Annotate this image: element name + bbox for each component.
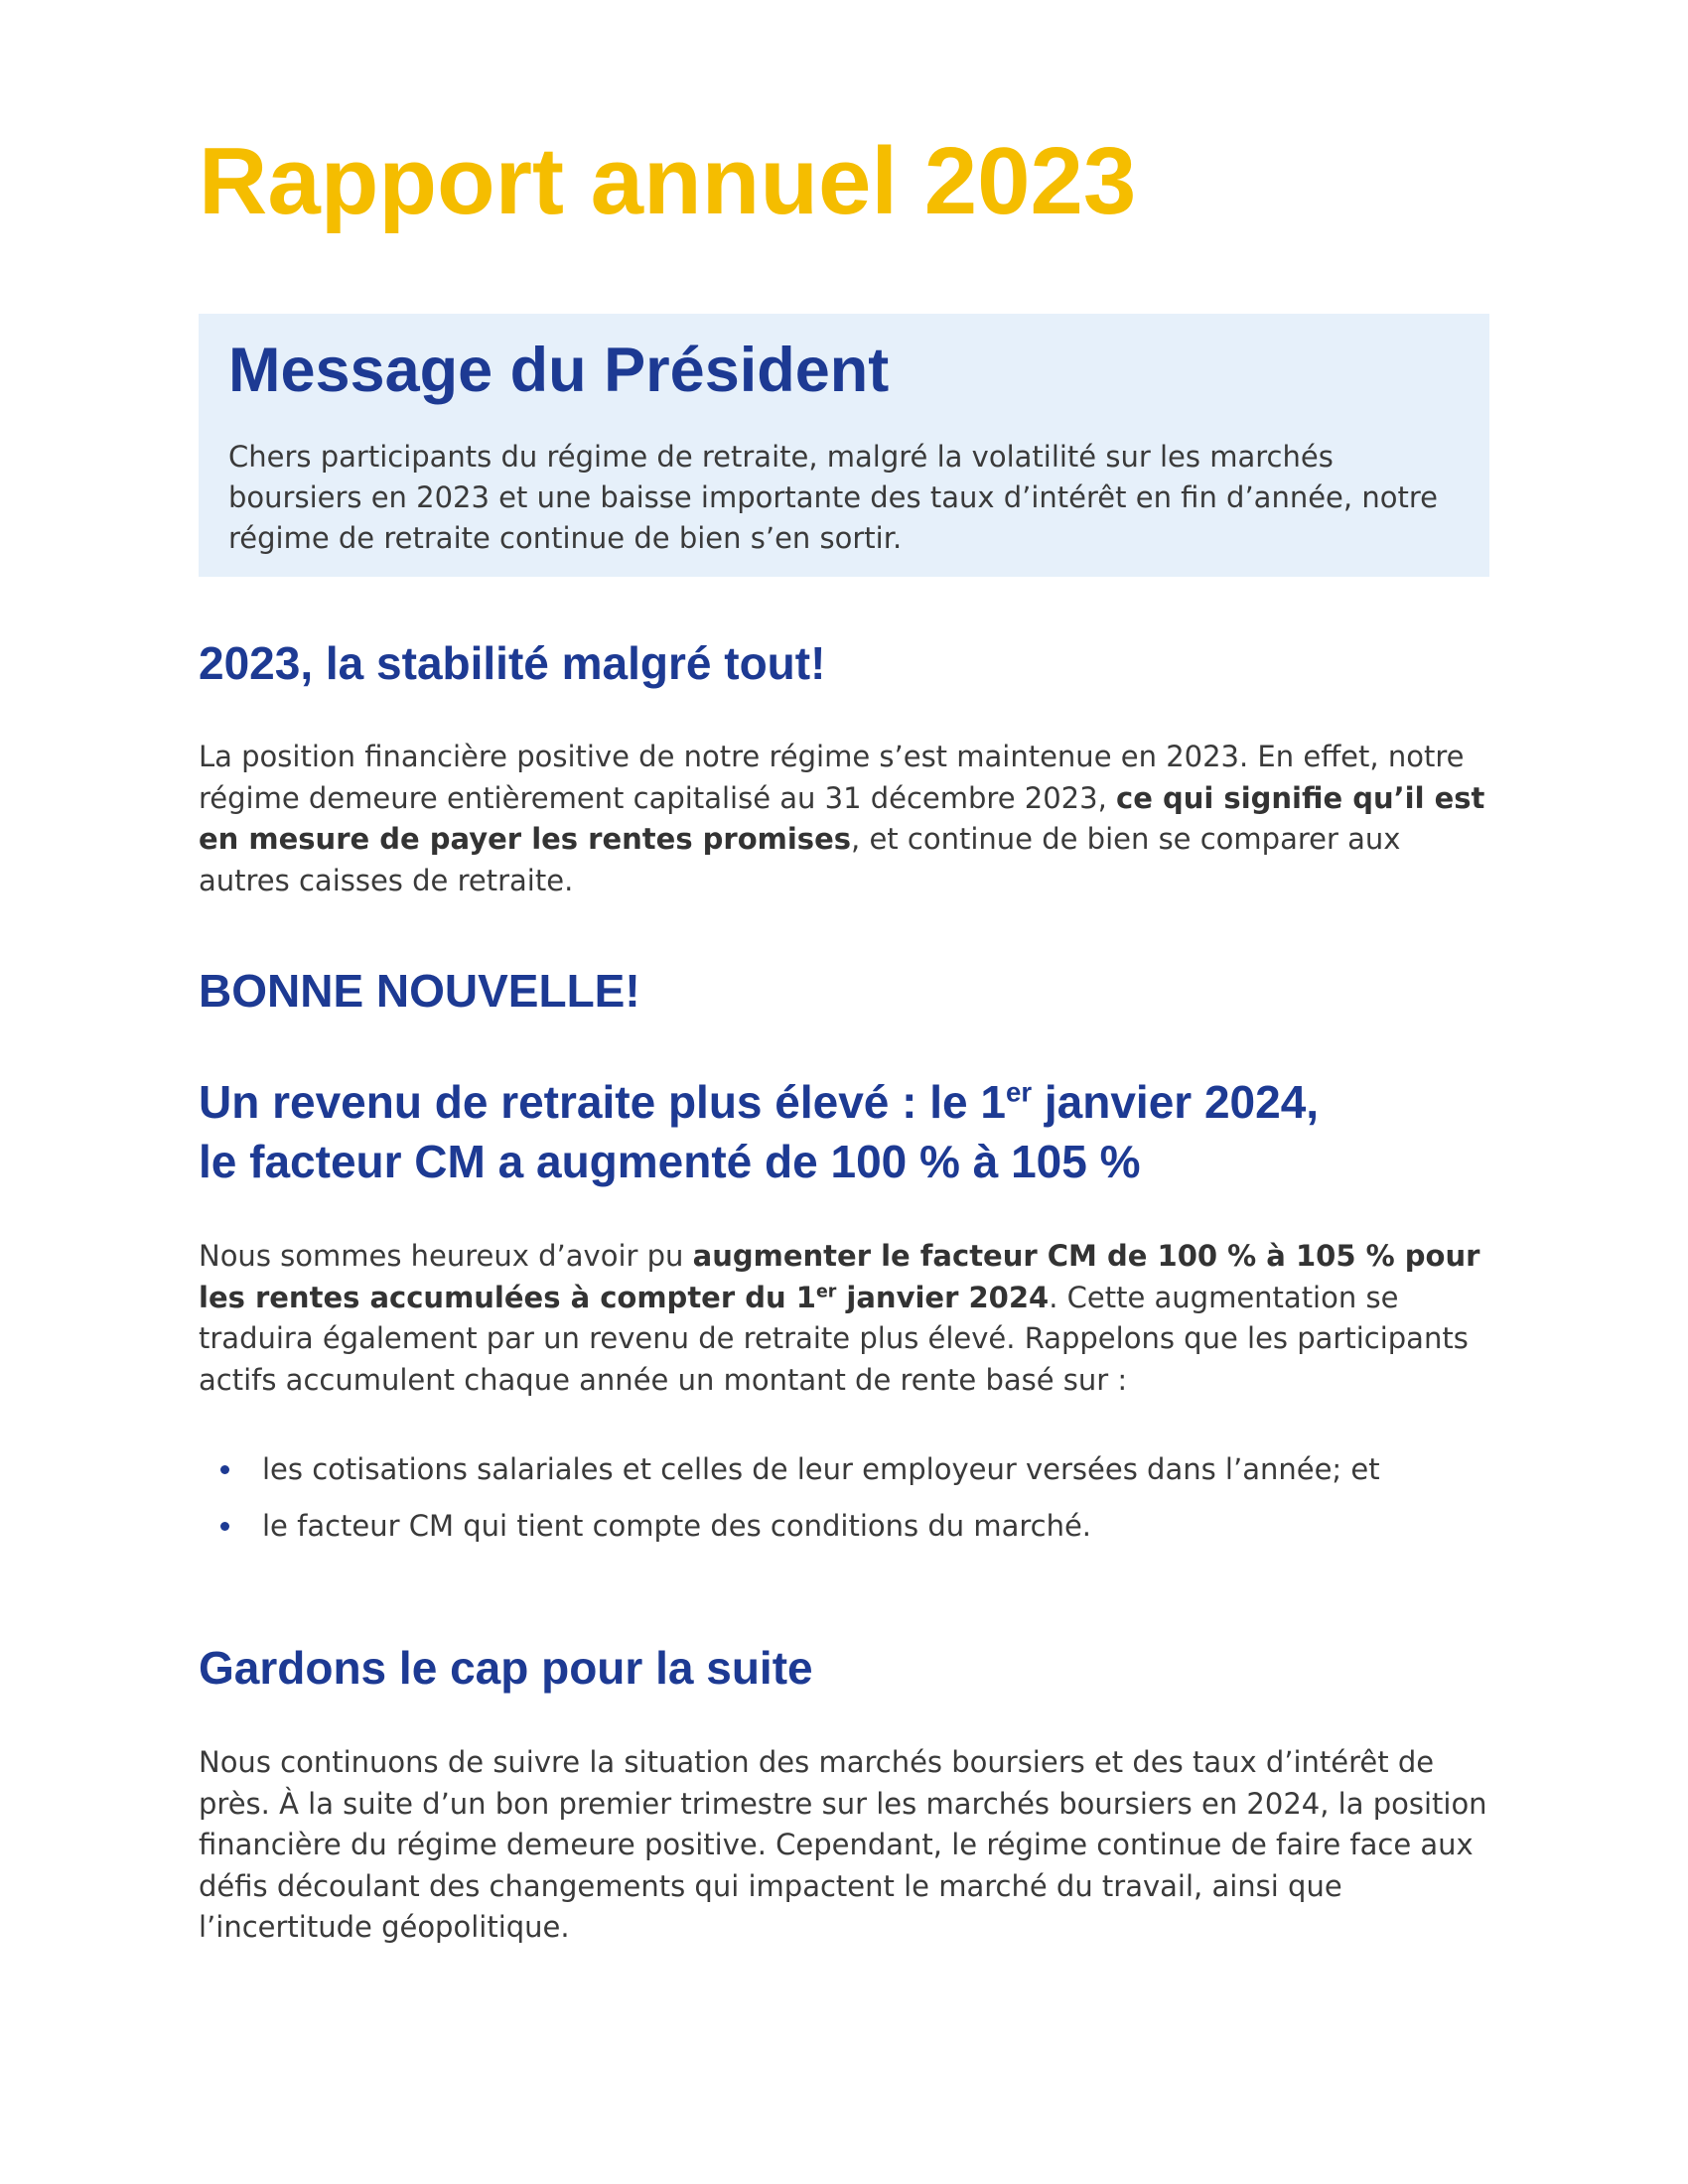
cm-text-bold-2: janvier 2024 (836, 1280, 1050, 1314)
retirement-heading-sup: er (1006, 1076, 1033, 1108)
cm-factor-paragraph (199, 1236, 1489, 1401)
report-title: Rapport annuel 2023 (199, 128, 1137, 234)
list-item (199, 1506, 1380, 1563)
outlook-paragraph: Nous continuons de suivre la situation des marchés boursiers et des taux d’intérêt de près. À la suite d’un bon premier trimestre sur les marchés boursiers en 2024, la position financière du régime demeure positive. Cependant, le régime continue de faire face aux défis découlant des changements qui impactent le marché du travail, ainsi que l’incertitude géopolitique. (199, 1745, 1487, 1944)
stability-paragraph (199, 737, 1489, 901)
good-news-heading: BONNE NOUVELLE! (199, 965, 640, 1017)
stability-heading: 2023, la stabilité malgré tout! (199, 637, 826, 689)
cm-text-bold-sup: er (815, 1281, 837, 1301)
outlook-heading: Gardons le cap pour la suite (199, 1642, 813, 1694)
cm-text-bold-1: augmenter le facteur CM de 100 % à 105 % pour les rentes accumulées à compter du 1 (199, 1239, 1480, 1314)
retirement-heading-part1: Un revenu de retraite plus élevé : le 1 (199, 1076, 1006, 1128)
cm-text-end: . Cette augmentation se traduira également par un revenu de retraite plus élevé. Rappelons que les participants actifs accumulent chaque année un montant de rente basé sur : (199, 1280, 1469, 1397)
stability-text-bold: ce qui signifie qu’il est en mesure de payer les rentes promises (199, 780, 1485, 856)
retirement-heading-part2: janvier 2024, (1032, 1076, 1320, 1128)
retirement-heading-line2: le facteur CM a augmenté de 100 % à 105 % (199, 1136, 1141, 1187)
stability-text-start: La position financière positive de notre régime s’est maintenue en 2023. En effet, notre régime demeure entièrement capitalisé au 31 décembre 2023, (199, 740, 1465, 815)
president-message-box (199, 314, 1489, 577)
stability-text-end: , et continue de bien se comparer aux autres caisses de retraite. (199, 822, 1401, 897)
list-item-text: le facteur CM qui tient compte des conditions du marché. (262, 1509, 1092, 1543)
president-message-heading: Message du Président (228, 336, 890, 405)
list-item (199, 1449, 1380, 1506)
cm-text-start: Nous sommes heureux d’avoir pu (199, 1239, 693, 1273)
bullet-icon (220, 1522, 229, 1531)
pension-basis-list (199, 1449, 1380, 1563)
bullet-icon (220, 1465, 229, 1474)
president-message-text: Chers participants du régime de retraite, malgré la volatilité sur les marchés boursiers en 2023 et une baisse importante des taux d’intérêt en fin d’année, notre régime de retraite continue de bien s’en sortir. (228, 440, 1438, 555)
list-item-text: les cotisations salariales et celles de leur employeur versées dans l’année; et (262, 1452, 1380, 1486)
retirement-income-heading (199, 1072, 1319, 1191)
